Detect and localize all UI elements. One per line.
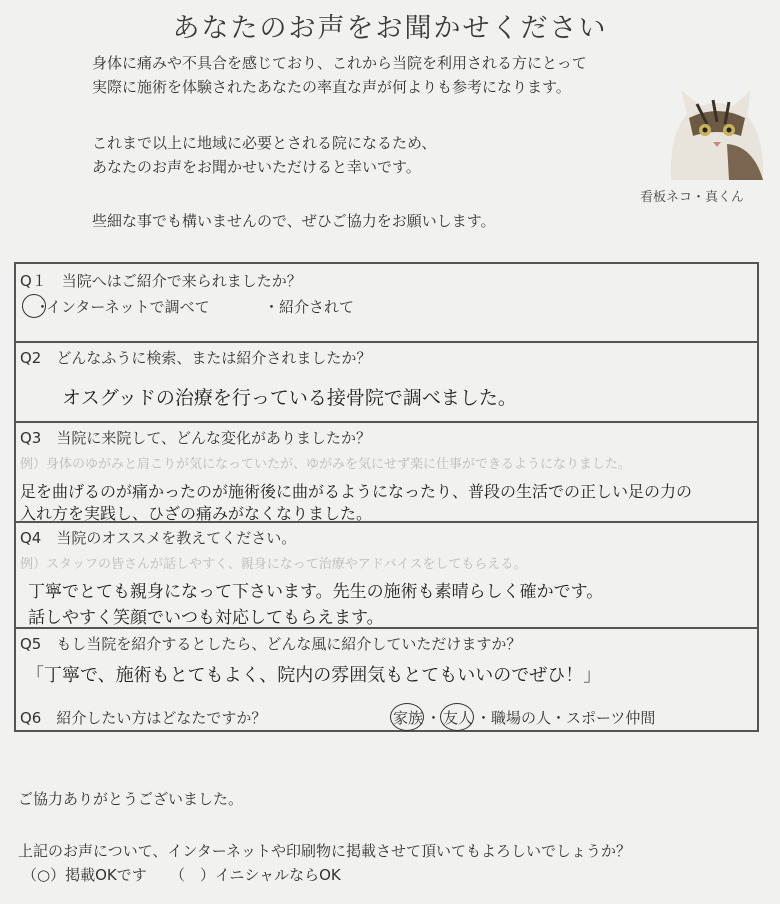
- q3-answer-line-1: 足を曲げるのが痛かったのが施術後に曲がるようになったり、普段の生活での正しい足の力の: [20, 482, 693, 501]
- q1-option-referral: ・紹介されて: [264, 298, 355, 316]
- page-title: あなたのお声をお聞かせください: [172, 13, 608, 44]
- q2-row: [16, 343, 757, 423]
- q5-answer: 「丁寧で、施術もとてもよく、院内の雰囲気もとてもいいのでぜひ！」: [26, 665, 602, 686]
- q5-question: Q5 もし当院を紹介するとしたら、どんな風に紹介していただけますか？: [20, 635, 522, 653]
- q6-question: Q6 紹介したい方はどなたですか？: [20, 709, 267, 727]
- thanks-text: ご協力ありがとうございました。: [18, 790, 244, 808]
- q3-example: 例）身体のゆがみと肩こりが気になっていたが、ゆがみを気にせず楽に仕事ができるようになりました。: [20, 457, 632, 472]
- q6-option-friend: 友人: [443, 709, 474, 727]
- q4-example: 例）スタッフの皆さんが話しやすく、親身になって治療やアドバイスをしてもらえる。: [20, 557, 527, 572]
- q3-question: Q3 当院に来院して、どんな変化がありましたか？: [20, 429, 372, 447]
- q4-answer-line-1: 丁寧でとても親身になって下さいます。先生の施術も素晴らしく確かです。: [28, 582, 604, 602]
- q1-row: [16, 264, 757, 343]
- survey-form: [14, 262, 759, 732]
- permission-initial: （ ）イニシャルならOK: [170, 866, 341, 884]
- q3-row: [16, 423, 757, 523]
- q1-question: Q１ 当院へはご紹介で来られましたか？: [20, 272, 302, 290]
- q4-row: [16, 523, 757, 629]
- intro-line-2: 実際に施術を体験されたあなたの率直な声が何よりも参考になります。: [92, 78, 571, 96]
- q1-option-internet: インターネットで調べて: [46, 298, 210, 316]
- cat-caption: 看板ネコ・真くん: [640, 190, 745, 205]
- q6-option-family: 家族: [393, 709, 424, 727]
- q3-answer-line-2: 入れ方を実践し、ひざの痛みがなくなりました。: [20, 504, 373, 523]
- intro-line-3: これまで以上に地域に必要とされる院になるため、: [92, 134, 437, 152]
- q1-option-dot: ・: [35, 298, 51, 316]
- q4-answer-line-2: 話しやすく笑顔でいつも対応してもらえます。: [28, 608, 384, 628]
- intro-line-5: 些細な事でも構いませんので、ぜひご協力をお願いします。: [92, 212, 496, 230]
- cat-photo-icon: [667, 84, 767, 180]
- q2-question: Q2 どんなふうに検索、または紹介されましたか？: [20, 349, 372, 367]
- intro-line-4: あなたのお声をお聞かせいただけると幸いです。: [92, 158, 421, 176]
- intro-line-1: 身体に痛みや不具合を感じており、これから当院を利用される方にとって: [92, 54, 587, 72]
- q6-option-others: ・職場の人・スポーツ仲間: [476, 709, 656, 727]
- q5-q6-row: [16, 629, 757, 732]
- permission-ok: （○）掲載OKです: [22, 866, 147, 884]
- permission-question: 上記のお声について、インターネットや印刷物に掲載させて頂いてもよろしいでしょうか？: [18, 842, 632, 860]
- q4-question: Q4 当院のオススメを教えてください。: [20, 529, 297, 547]
- q6-option-dot: ・: [426, 709, 442, 727]
- q2-answer: オスグッドの治療を行っている接骨院で調べました。: [62, 387, 517, 409]
